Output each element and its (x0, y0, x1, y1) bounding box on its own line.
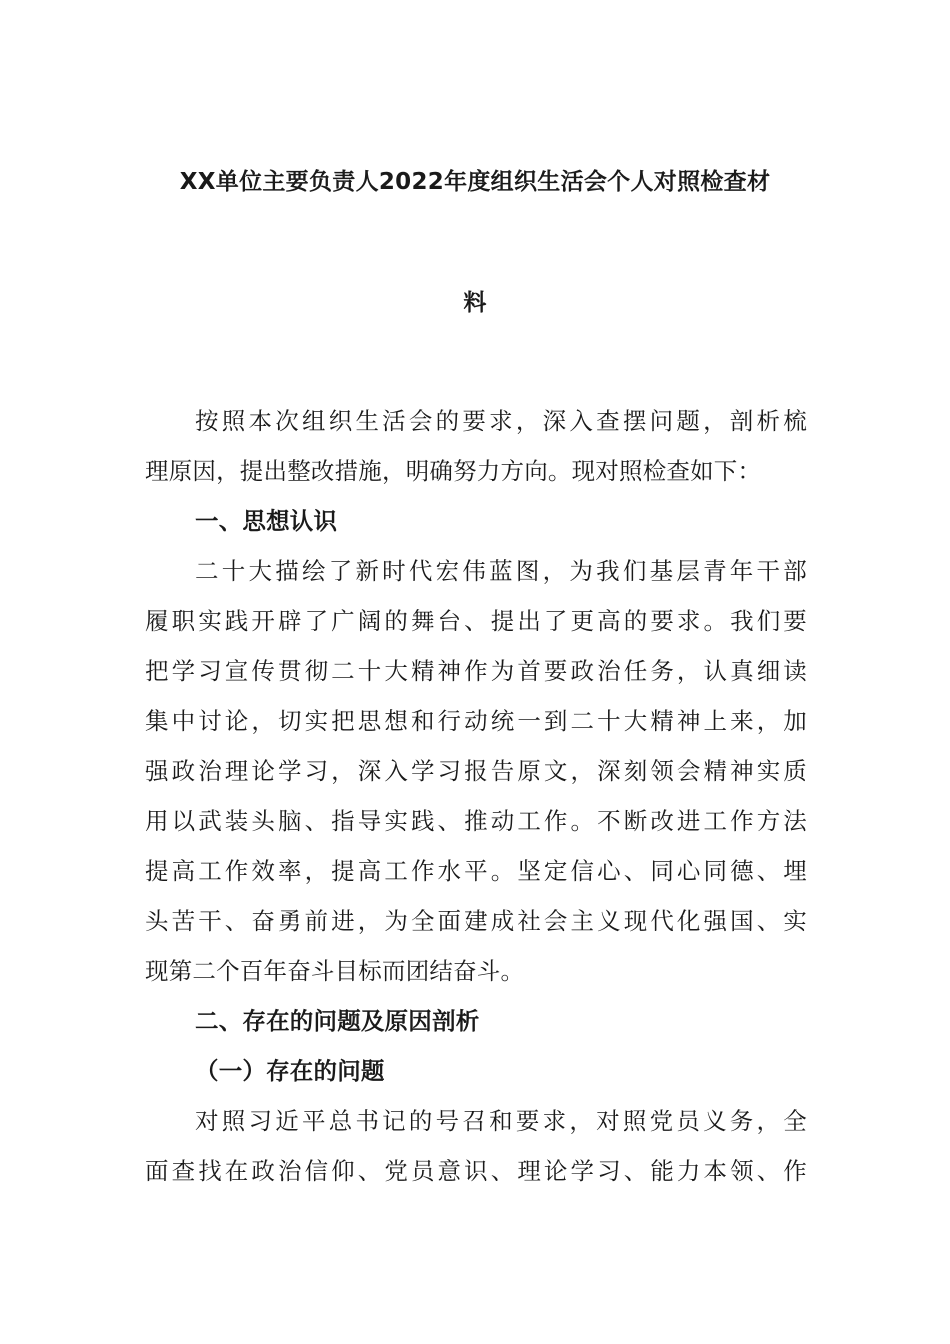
section-1-line-8: 头苦干、奋勇前进，为全面建成社会主义现代化强国、实 (145, 907, 807, 935)
section-1-line-2: 履职实践开辟了广阔的舞台、提出了更高的要求。我们要 (145, 607, 807, 635)
section-2-sub-1-heading: （一）存在的问题 (195, 1057, 385, 1085)
section-1-line-7: 提高工作效率，提高工作水平。坚定信心、同心同德、埋 (145, 857, 807, 885)
section-2-sub-1-line-2: 面查找在政治信仰、党员意识、理论学习、能力本领、作 (145, 1157, 807, 1185)
document-title-line-1: XX单位主要负责人2022年度组织生活会个人对照检查材 (179, 169, 771, 195)
intro-line-1: 按照本次组织生活会的要求，深入查摆问题，剖析梳 (195, 407, 807, 435)
section-1-line-6: 用以武装头脑、指导实践、推动工作。不断改进工作方法 (145, 807, 807, 835)
section-1-line-9: 现第二个百年奋斗目标而团结奋斗。 (145, 957, 525, 985)
section-1-heading: 一、思想认识 (195, 507, 338, 535)
section-1-line-3: 把学习宣传贯彻二十大精神作为首要政治任务，认真细读 (145, 657, 807, 685)
section-1-line-5: 强政治理论学习，深入学习报告原文，深刻领会精神实质 (145, 757, 807, 785)
document-title-line-2: 料 (463, 290, 487, 316)
section-1-line-4: 集中讨论，切实把思想和行动统一到二十大精神上来，加 (145, 707, 807, 735)
section-2-sub-1-line-1: 对照习近平总书记的号召和要求，对照党员义务，全 (195, 1107, 807, 1135)
section-2-heading: 二、存在的问题及原因剖析 (195, 1007, 480, 1035)
section-1-line-1: 二十大描绘了新时代宏伟蓝图，为我们基层青年干部 (195, 557, 807, 585)
intro-line-2: 理原因，提出整改措施，明确努力方向。现对照检查如下： (145, 457, 762, 485)
